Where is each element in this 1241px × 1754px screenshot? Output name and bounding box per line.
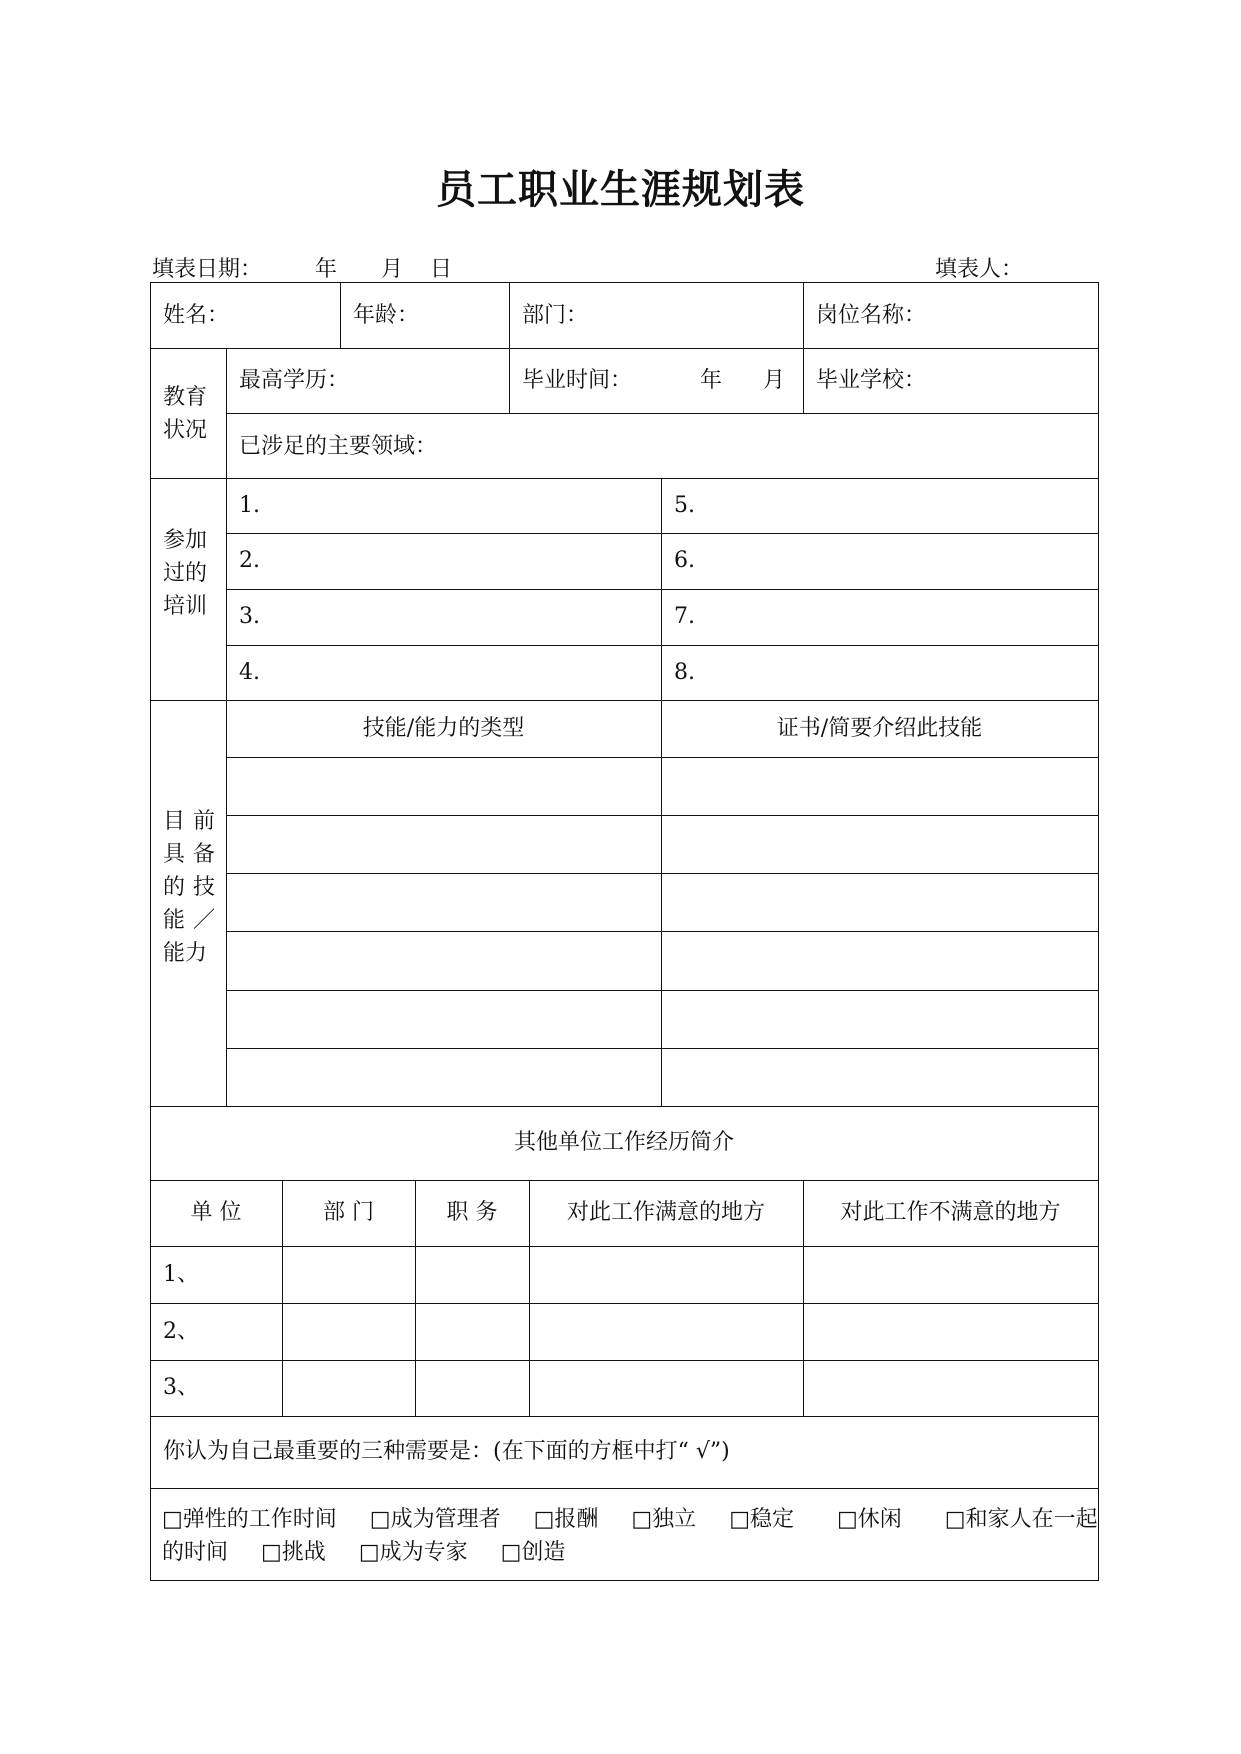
need-option[interactable]: □休闲 <box>836 1507 902 1532</box>
needs-options <box>162 1503 1098 1569</box>
skill-type-header: 技能/能力的类型 <box>362 716 525 741</box>
need-option[interactable]: □弹性的工作时间 <box>162 1507 337 1532</box>
training-item: 6. <box>674 548 695 573</box>
school-label: 毕业学校： <box>816 368 927 393</box>
graduation-month-label: 月 <box>763 368 786 393</box>
skill-cert-header: 证书/简要介绍此技能 <box>776 716 983 741</box>
fill-date-month: 月 <box>381 257 404 282</box>
experience-unit-header: 单 位 <box>190 1200 242 1225</box>
training-item: 7. <box>674 604 695 629</box>
department-label: 部门： <box>522 303 589 328</box>
position-label: 岗位名称： <box>816 303 927 328</box>
need-option[interactable]: □稳定 <box>729 1507 794 1532</box>
experience-heading: 其他单位工作经历简介 <box>513 1130 734 1155</box>
need-option[interactable]: □独立 <box>631 1507 697 1532</box>
skills-section-label: 目前具备的技能／能力 <box>163 809 215 966</box>
fill-date-year: 年 <box>315 257 338 282</box>
fields-label: 已涉足的主要领域： <box>239 434 438 459</box>
need-option[interactable]: □报酬 <box>533 1507 599 1532</box>
experience-row-number: 3、 <box>163 1375 199 1400</box>
need-option[interactable]: □和家人在一起的时间 <box>162 1507 1098 1565</box>
need-option[interactable]: □成为管理者 <box>369 1507 501 1532</box>
needs-prompt: 你认为自己最重要的三种需要是：(在下面的方框中打“ √”) <box>163 1439 730 1464</box>
training-item: 3. <box>239 604 260 629</box>
training-item: 4. <box>239 660 260 685</box>
experience-unsatisfied-header: 对此工作不满意的地方 <box>840 1200 1061 1225</box>
highest-degree-label: 最高学历： <box>239 368 350 393</box>
fill-date-day: 日 <box>430 257 453 282</box>
graduation-time-label: 毕业时间： <box>522 368 633 393</box>
training-item: 2. <box>239 548 260 573</box>
age-label: 年龄： <box>353 303 420 328</box>
training-item: 5. <box>674 493 695 518</box>
need-option[interactable]: □挑战 <box>261 1540 326 1565</box>
need-option[interactable]: □创造 <box>500 1540 566 1565</box>
training-item: 1. <box>239 493 260 518</box>
training-item: 8. <box>674 660 695 685</box>
experience-satisfied-header: 对此工作满意的地方 <box>566 1200 765 1225</box>
fill-date-label: 填表日期： <box>152 257 263 282</box>
education-section-label: 教育状况 <box>163 385 208 443</box>
name-label: 姓名： <box>163 303 230 328</box>
experience-row-number: 1、 <box>163 1262 199 1287</box>
need-option[interactable]: □成为专家 <box>358 1540 468 1565</box>
page-title: 员工职业生涯规划表 <box>436 166 805 213</box>
experience-duty-header: 职 务 <box>446 1200 498 1225</box>
experience-department-header: 部 门 <box>323 1200 374 1225</box>
experience-row-number: 2、 <box>163 1319 199 1344</box>
training-section-label: 参加过的培训 <box>163 528 208 619</box>
graduation-year-label: 年 <box>700 368 723 393</box>
filler-label: 填表人： <box>935 257 1024 282</box>
